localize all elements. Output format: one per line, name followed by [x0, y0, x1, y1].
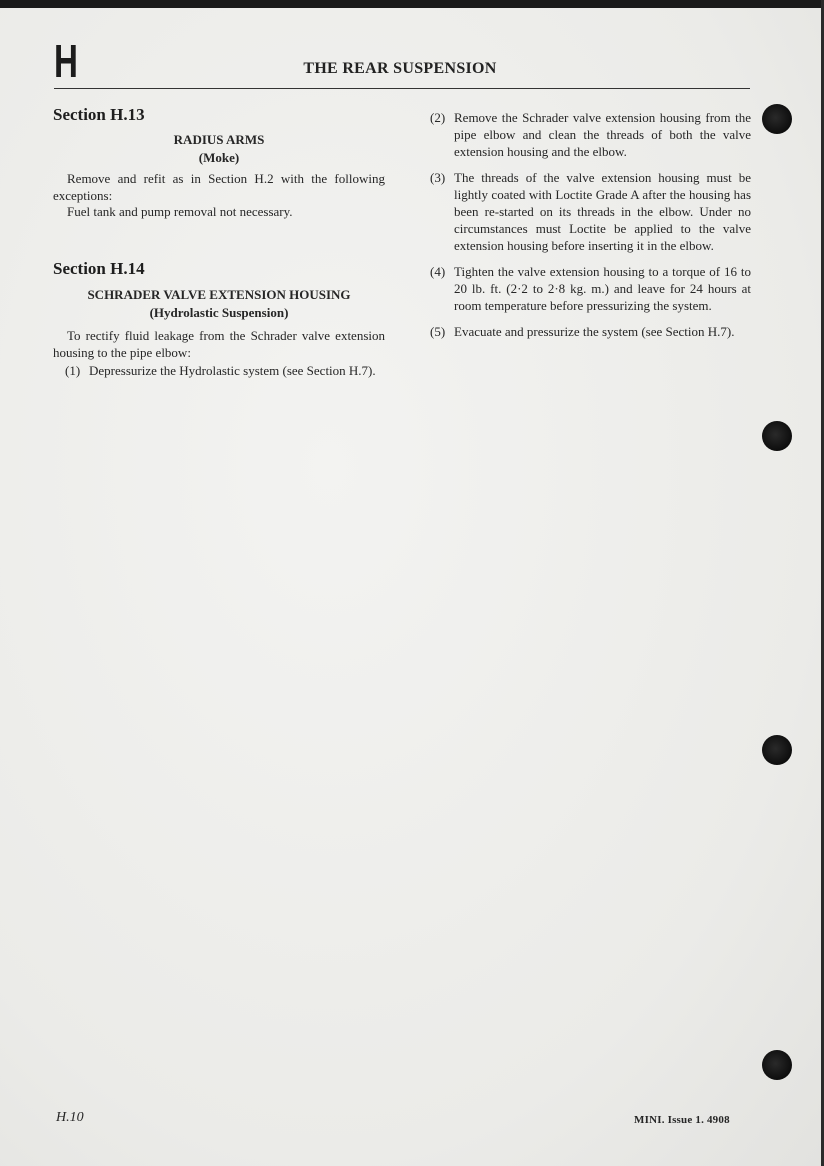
- punch-hole: [762, 104, 792, 134]
- step-number: (1): [65, 362, 81, 378]
- section-h13-subheading: RADIUS ARMS: [173, 132, 265, 147]
- punch-hole: [762, 1050, 792, 1080]
- section-h13-heading: Section H.13: [53, 105, 145, 124]
- section-h14-heading: Section H.14: [53, 258, 145, 278]
- step-text: The threads of the valve extension housing must be lightly coated with Loctite Grade A after the housing has been re-started on its threads in the elbow. Under no circumstances must Loctite be applied to the valve extension housing before inserting it in the elbow.: [454, 170, 751, 253]
- step-item: [430, 323, 751, 340]
- section-letter: H: [54, 35, 78, 87]
- section-h14-subheading-2: (Hydrolastic Suspension): [149, 304, 289, 320]
- left-column: [53, 104, 385, 388]
- issue-label: MINI. Issue 1. 4908: [634, 1114, 730, 1126]
- step-text: Tighten the valve extension housing to a torque of 16 to 20 lb. ft. (2·2 to 2·8 kg. m.) and leave for 24 hours at room temperature before pressurizing the system.: [454, 264, 751, 313]
- step-text: Remove the Schrader valve extension housing from the pipe elbow and clean the threads of both the valve extension housing and the elbow.: [454, 110, 751, 159]
- punch-hole: [762, 735, 792, 765]
- step-item: [430, 263, 751, 314]
- step-item: [53, 362, 385, 379]
- step-text: Evacuate and pressurize the system (see Section H.7).: [454, 324, 735, 339]
- section-h13-subheading-2: (Moke): [198, 150, 240, 165]
- section-h14-subheading: SCHRADER VALVE EXTENSION HOUSING: [87, 286, 351, 302]
- step-text: Depressurize the Hydrolastic system (see Section H.7).: [89, 362, 376, 378]
- step-item: [430, 109, 751, 160]
- top-border: [0, 0, 824, 8]
- header-rule: [54, 88, 750, 89]
- step-item: [430, 169, 751, 254]
- page-title: THE REAR SUSPENSION: [303, 60, 497, 77]
- step-number: (4): [430, 264, 446, 279]
- step-number: (5): [430, 324, 446, 339]
- section-h13-paragraph-2: Fuel tank and pump removal not necessary.: [67, 204, 293, 219]
- step-number: (2): [430, 110, 446, 125]
- punch-hole: [762, 421, 792, 451]
- page-number: H.10: [56, 1110, 84, 1125]
- section-h14-paragraph: To rectify fluid leakage from the Schrader valve extension housing to the pipe elbow:: [53, 327, 385, 360]
- section-h13-paragraph: Remove and refit as in Section H.2 with the following exceptions:: [53, 171, 385, 203]
- right-column: [430, 109, 751, 349]
- step-number: (3): [430, 170, 446, 185]
